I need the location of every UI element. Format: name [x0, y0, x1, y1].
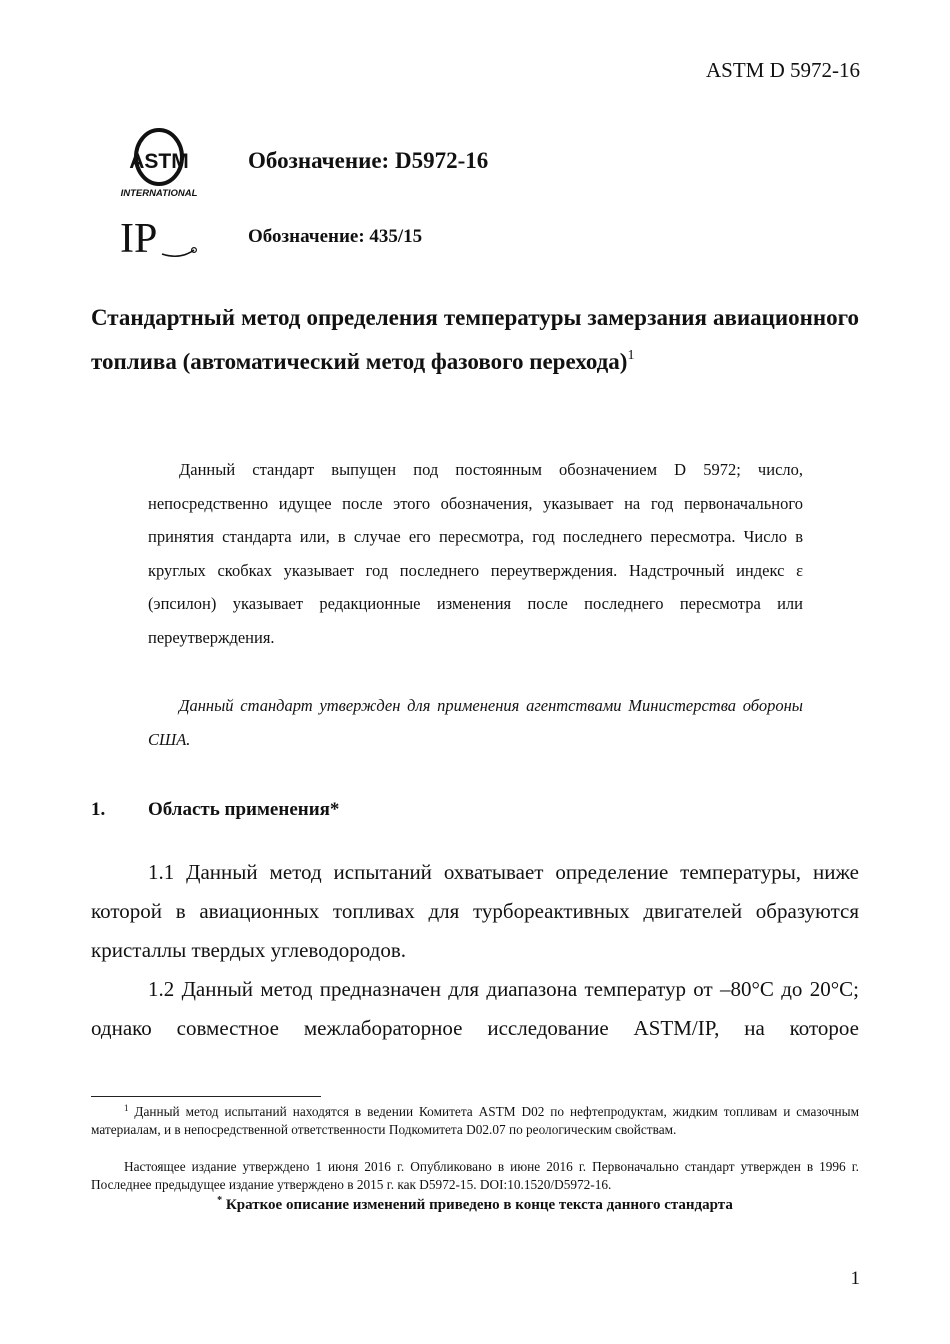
- footnote-divider: [91, 1096, 321, 1097]
- paragraph-1-2: 1.2 Данный метод предназначен для диапазона температур от –80°C до 20°C; однако совместное межлабораторное исследование ASTM/IP, на которое: [91, 977, 859, 1040]
- document-title: [91, 296, 859, 384]
- astm-logo: [118, 128, 200, 200]
- footnote-approval: Настоящее издание утверждено 1 июня 2016 г. Опубликовано в июне 2016 г. Первоначально стандарт утвержден в 1996 г. Последнее предыдущее издание утверждено в 2015 г. как D5972-15. DOI:10.1520/D5972-16.: [91, 1159, 859, 1192]
- title-text: Стандартный метод определения температуры замерзания авиационного топлива (автоматический метод фазового перехода): [91, 305, 859, 374]
- footnote-1-text: Данный метод испытаний находятся в ведении Комитета ASTM D02 по нефтепродуктам, жидким топливам и смазочным материалам, и в непосредственной ответственности Подкомитета D02.07 по реологическим свойствам.: [91, 1104, 859, 1137]
- footnote-star-text: Краткое описание изменений приведено в конце текста данного стандарта: [225, 1197, 733, 1213]
- designation-ip: Обозначение: 435/15: [248, 226, 423, 247]
- designation-main: Обозначение: D5972-16: [248, 148, 489, 173]
- ip-logo-letters: IP: [120, 216, 158, 262]
- ip-logo: [118, 214, 198, 262]
- astm-logo-letters: ASTM: [129, 150, 189, 173]
- footnote-1: [91, 1103, 859, 1138]
- paragraph-1-1: 1.1 Данный метод испытаний охватывает определение температуры, ниже которой в авиационных топливах для турбореактивных двигателей образуются кристаллы твердых углеводородов.: [91, 860, 859, 962]
- footnote-summary-changes: [91, 1197, 859, 1214]
- footnote-1-mark: 1: [124, 1103, 129, 1113]
- dod-approval-note: Данный стандарт утвержден для применения агентствами Министерства обороны США.: [148, 696, 803, 749]
- page-number: 1: [850, 1268, 860, 1289]
- running-header: ASTM D 5972-16: [705, 58, 860, 82]
- section-title: Область применения*: [148, 799, 340, 820]
- section-number: 1.: [91, 799, 106, 820]
- title-footnote-mark: 1: [627, 348, 635, 363]
- astm-logo-caption: INTERNATIONAL: [120, 188, 198, 199]
- designation-notice: Данный стандарт выпущен под постоянным обозначением D 5972; число, непосредственно идущее после этого обозначения, указывает на год первоначального принятия стандарта или, в случае его пересмотра, год последнего пересмотра. Число в круглых скобках указывает год последнего переутверждения. Надстрочный индекс ε (эпсилон) указывает редакционные изменения после последнего пересмотра или переутверждения.: [148, 460, 803, 647]
- footnote-star-mark: *: [217, 1195, 223, 1206]
